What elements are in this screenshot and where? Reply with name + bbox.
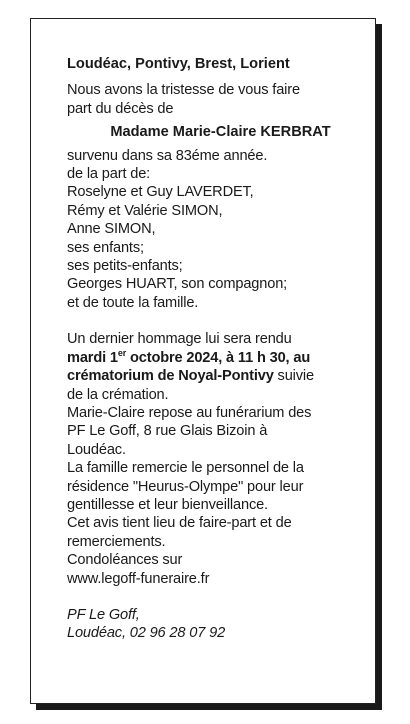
family-line: ses petits-enfants; [67, 258, 183, 275]
deceased-name: Madame Marie-Claire KERBRAT [110, 124, 331, 141]
family-line: et de toute la famille. [67, 294, 199, 311]
family-line: ses enfants; [67, 239, 144, 256]
ceremony-line: Un dernier hommage lui sera rendu [67, 331, 292, 348]
ceremony-date [67, 349, 352, 367]
intro-line: part du décès de [67, 100, 174, 117]
detail-line: gentillesse et leur bienveillance. [67, 496, 268, 513]
detail-line: PF Le Goff, 8 rue Glais Bizoin à [67, 423, 268, 440]
ceremony-place-line [67, 367, 352, 385]
detail-line: Marie-Claire repose au funérarium des [67, 404, 312, 421]
detail-line: Cet avis tient lieu de faire-part et de [67, 515, 292, 532]
family-line: Roselyne et Guy LAVERDET, [67, 184, 254, 201]
detail-line: résidence "Heurus-Olympe" pour leur [67, 478, 304, 495]
website-text: www.legoff-funeraire.fr [67, 570, 210, 587]
notice-content [67, 55, 352, 643]
detail-line: remerciements. [67, 533, 166, 550]
detail-line: La famille remercie le personnel de la [67, 460, 304, 477]
family-line: Georges HUART, son compagnon; [67, 276, 288, 293]
signature-line: PF Le Goff, [67, 606, 140, 623]
ceremony-date-suffix: er [117, 347, 127, 358]
ceremony-place: crématorium de Noyal-Pontivy [67, 368, 274, 385]
ceremony-line: de la crémation. [67, 386, 169, 403]
locations-heading: Loudéac, Pontivy, Brest, Lorient [67, 56, 290, 72]
detail-line: Loudéac. [67, 441, 126, 458]
intro-line: Nous avons la tristesse de vous faire [67, 82, 300, 99]
ceremony-place-after: suivie [273, 368, 314, 385]
family-line: Rémy et Valérie SIMON, [67, 202, 223, 219]
obituary-notice [30, 18, 376, 704]
ceremony-date-day: mardi 1 [67, 349, 118, 366]
family-line: de la part de: [67, 166, 151, 183]
ceremony-date-rest: octobre 2024, à 11 h 30, au [126, 349, 311, 366]
detail-line: Condoléances sur [67, 552, 183, 569]
family-line: survenu dans sa 83éme année. [67, 147, 268, 164]
family-line: Anne SIMON, [67, 221, 156, 238]
signature-line: Loudéac, 02 96 28 07 92 [67, 625, 226, 642]
